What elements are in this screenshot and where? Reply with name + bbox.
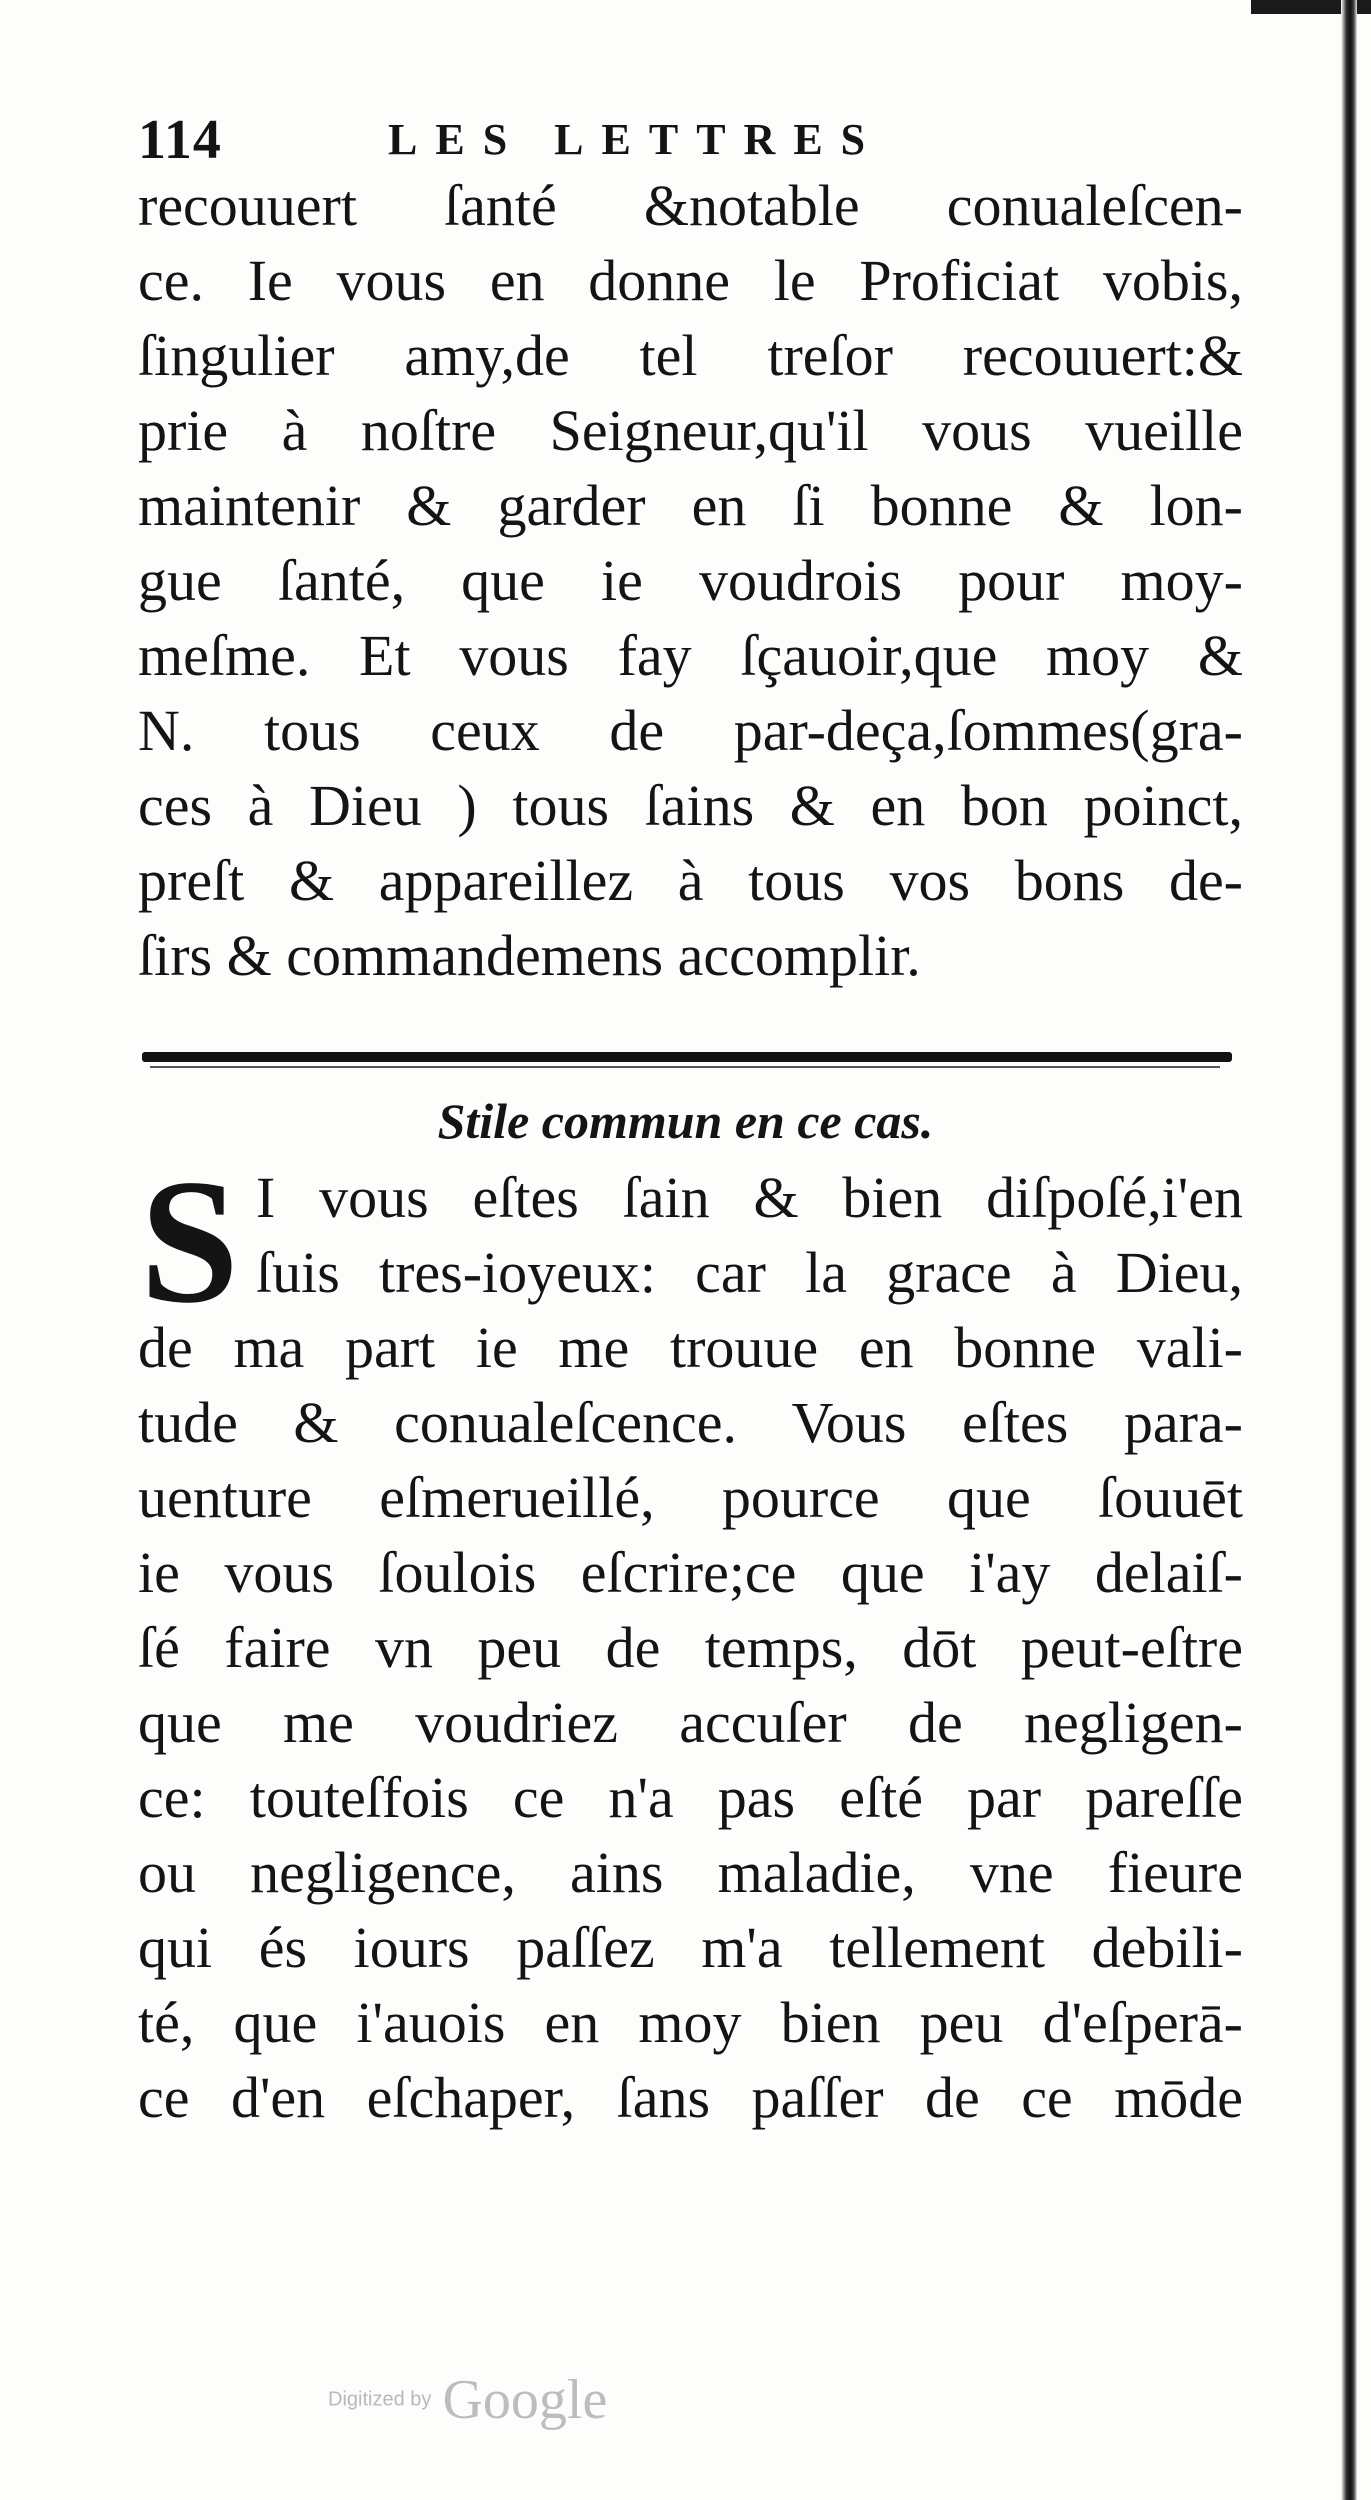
- google-logo: Google: [442, 2369, 608, 2431]
- text-line: ſingulier amy,de tel treſor recouuert:&: [138, 323, 1243, 388]
- passage-2: [138, 1142, 1243, 2135]
- text-line: tude & conualeſcence. Vous eſtes para-: [138, 1390, 1243, 1455]
- section-divider-rule-thin: [150, 1066, 1220, 1068]
- section-heading: Stile commun en ce cas.: [437, 1093, 934, 1149]
- running-head: LES LETTRES: [388, 115, 884, 164]
- text-line: ces à Dieu ) tous ſains & en bon poinct,: [138, 773, 1243, 838]
- text-line: ce: touteſfois ce n'a pas eſté par pareſſe: [138, 1765, 1243, 1830]
- text-line: té, que i'auois en moy bien peu d'eſperā-: [138, 1990, 1243, 2055]
- drop-cap: S: [140, 1142, 239, 1340]
- text-line: recouuert ſanté &notable conualeſcen-: [138, 173, 1243, 238]
- text-line: ou negligence, ains maladie, vne fieure: [138, 1840, 1243, 1905]
- text-line: ſé faire vn peu de temps, dōt peut-eſtre: [138, 1615, 1243, 1680]
- text-line: ſuis tres-ioyeux: car la grace à Dieu,: [256, 1240, 1243, 1305]
- passage-1: [138, 168, 1243, 993]
- digitized-watermark: [328, 2368, 607, 2438]
- page-number: 114: [138, 109, 222, 171]
- page-gutter-edge: [1341, 0, 1357, 2500]
- digitized-by-label: Digitized by: [328, 2388, 432, 2411]
- text-line: de ma part ie me trouue en bonne vali-: [138, 1315, 1243, 1380]
- text-line: preſt & appareillez à tous vos bons de-: [138, 848, 1243, 913]
- text-line: que me voudriez accuſer de negligen-: [138, 1690, 1243, 1755]
- text-line: gue ſanté, que ie voudrois pour moy-: [138, 548, 1243, 613]
- text-line: uenture eſmerueillé, pource que ſouuēt: [138, 1465, 1243, 1530]
- text-line: prie à noſtre Seigneur,qu'il vous vueille: [138, 398, 1243, 463]
- text-line: ce d'en eſchaper, ſans paſſer de ce mōde: [138, 2065, 1243, 2130]
- text-line: ſirs & commandemens accomplir.: [138, 923, 921, 988]
- text-line: N. tous ceux de par-deça,ſommes(gra-: [138, 698, 1243, 763]
- text-line: qui és iours paſſez m'a tellement debili-: [138, 1915, 1243, 1980]
- text-line: ce. Ie vous en donne le Proficiat vobis,: [138, 248, 1243, 313]
- text-line: ie vous ſoulois eſcrire;ce que i'ay delaiſ-: [138, 1540, 1243, 1605]
- text-line: I vous eſtes ſain & bien diſpoſé,i'en: [256, 1165, 1243, 1230]
- text-line: maintenir & garder en ſi bonne & lon-: [138, 473, 1243, 538]
- section-divider-rule: [142, 1052, 1232, 1062]
- text-line: meſme. Et vous fay ſçauoir,que moy &: [138, 623, 1243, 688]
